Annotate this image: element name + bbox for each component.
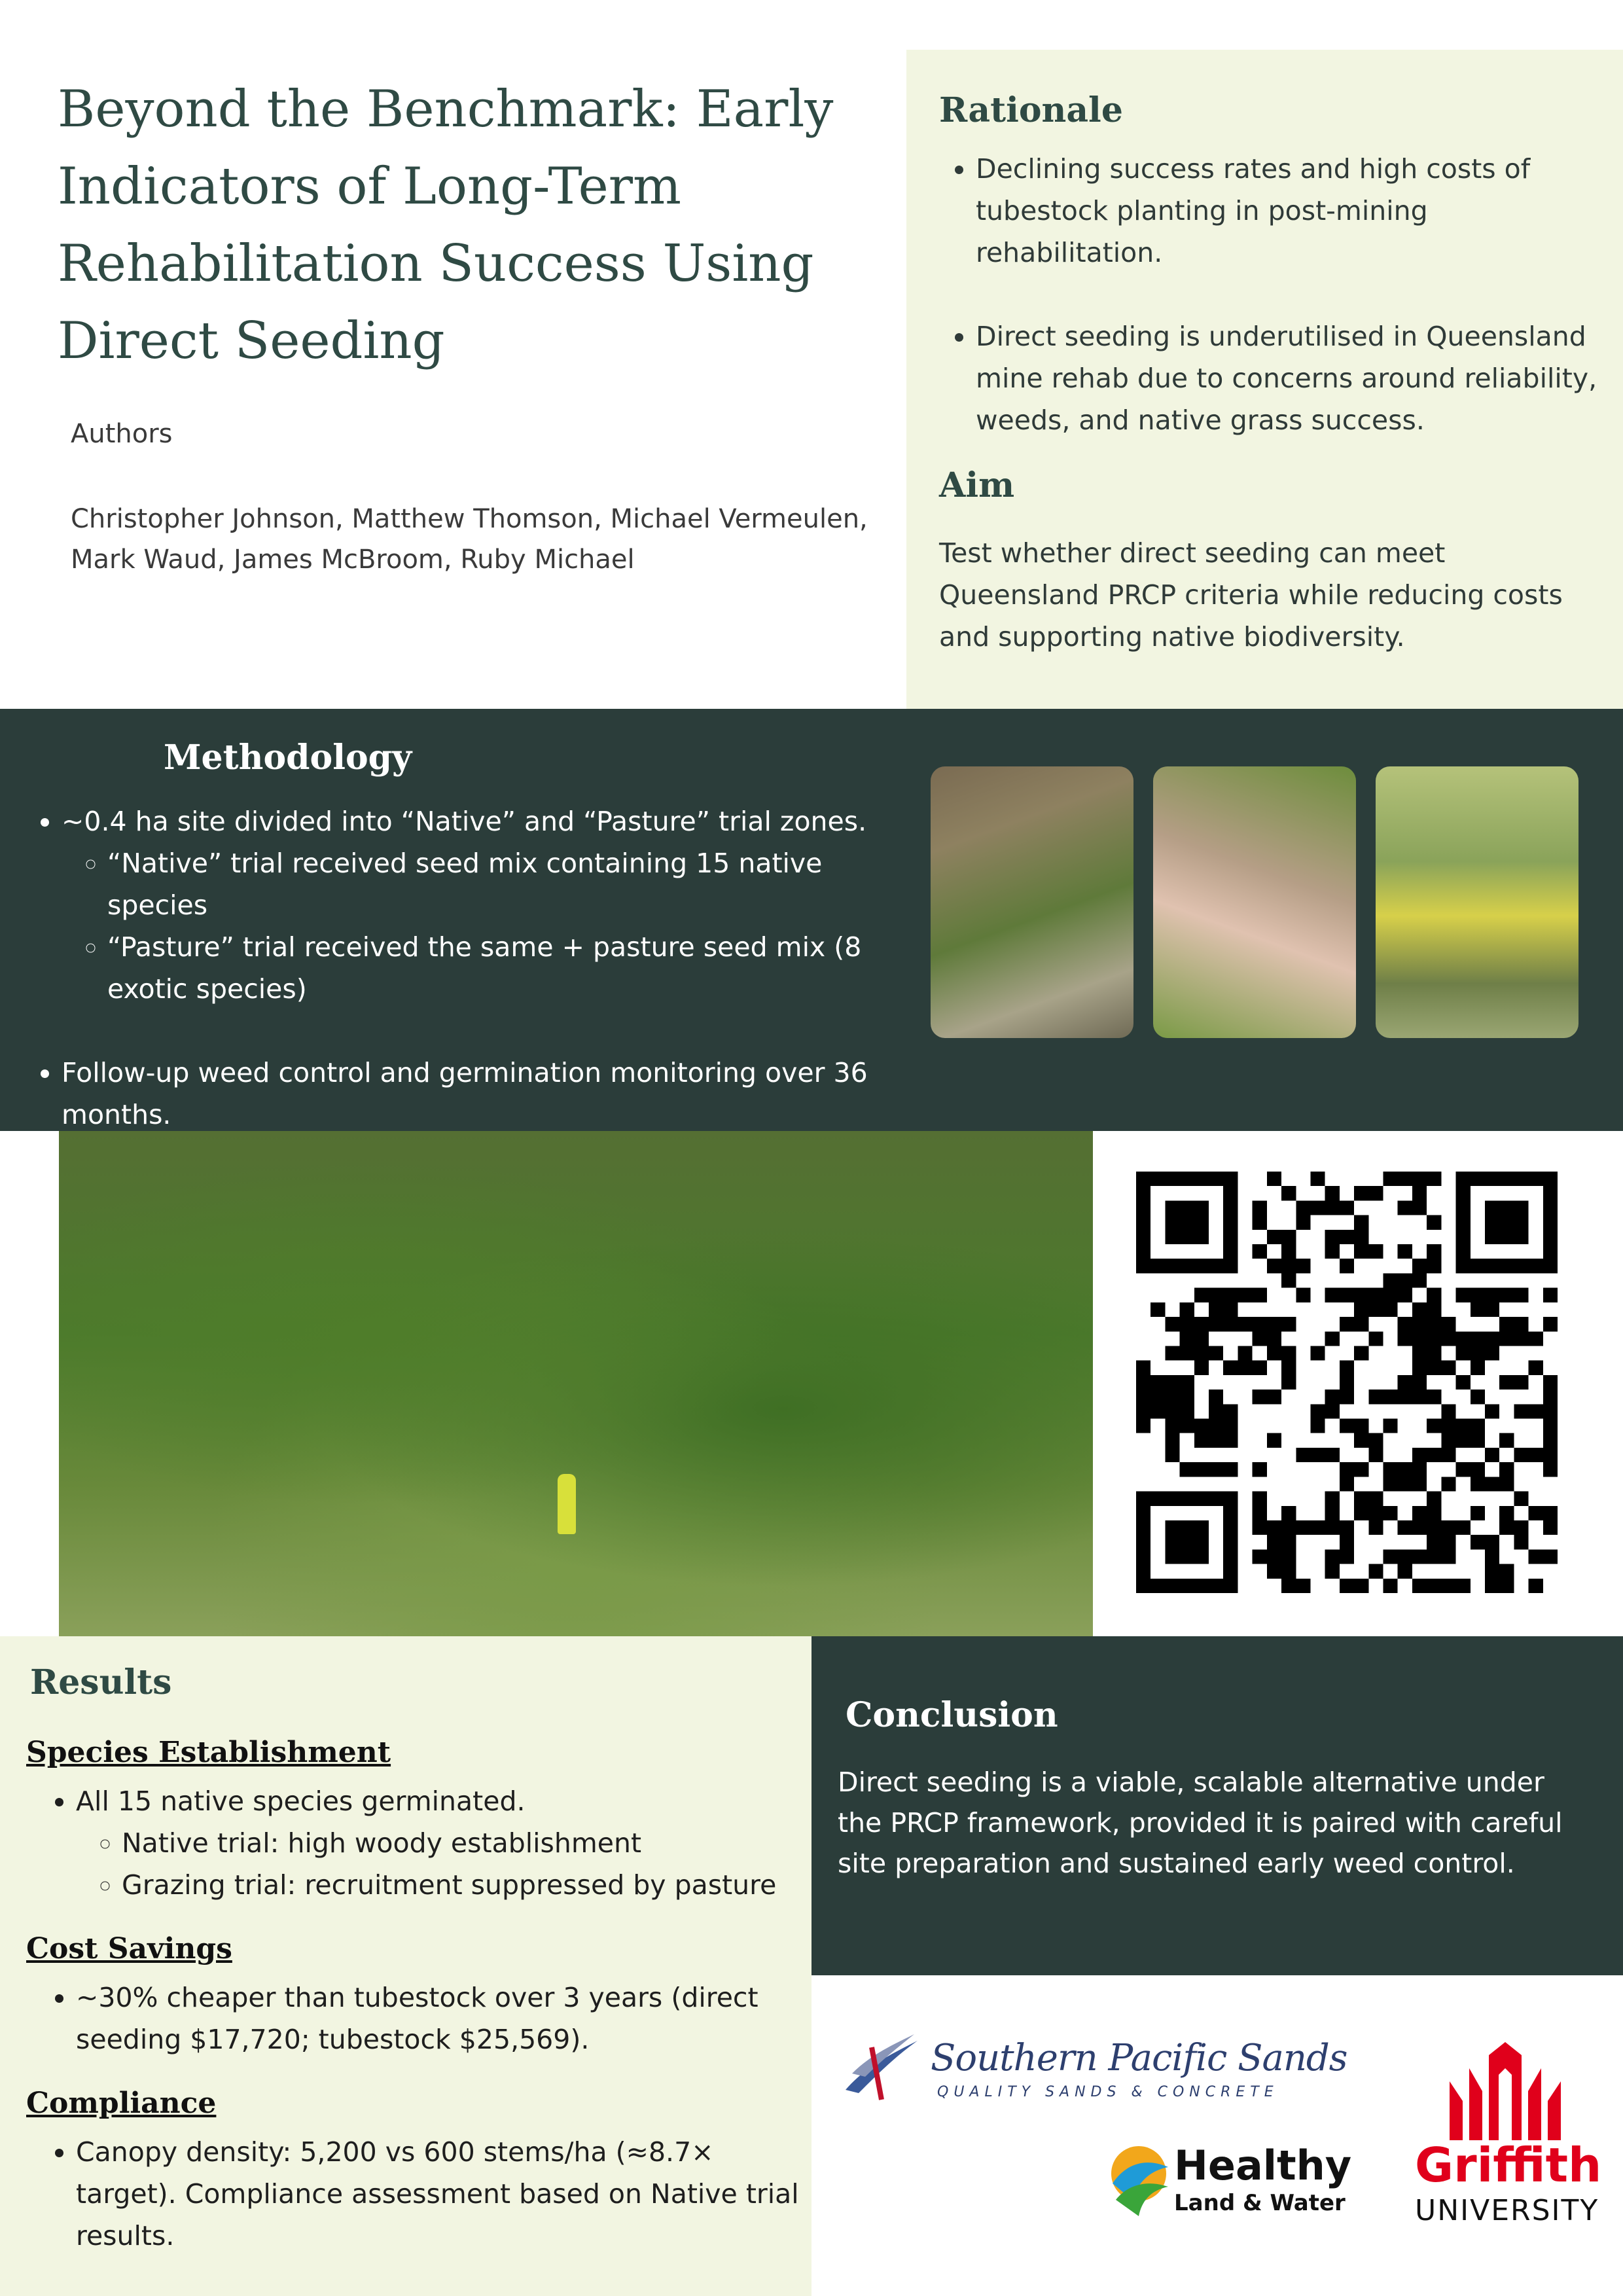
methodology-point-text: ~0.4 ha site divided into “Native” and “Pasture” trial zones. [62, 806, 867, 837]
healthy-land-water-logo [1106, 2138, 1352, 2223]
methodology-point: • Follow-up weed control and germination monitoring over 36 months. [62, 1052, 923, 1136]
field-worker-photo [1376, 766, 1578, 1038]
compliance-list [30, 2131, 802, 2257]
conclusion-panel [812, 1636, 1623, 1975]
sps-tagline: QUALITY SANDS & CONCRETE [937, 2084, 1279, 2100]
cost-savings-heading: Cost Savings [26, 1932, 232, 1965]
rationale-point: • Declining success rates and high costs of tubestock planting in post-mining rehabilitation. [976, 148, 1597, 274]
conclusion-heading: Conclusion [846, 1695, 1058, 1735]
result-point: • ~30% cheaper than tubestock over 3 years (direct seeding $17,720; tubestock $25,569). [76, 1977, 802, 2060]
species-establishment-heading: Species Establishment [26, 1736, 391, 1769]
conclusion-text: Direct seeding is a viable, scalable alternative under the PRCP framework, provided it is paired with careful site preparation and sustained early weed control. [838, 1767, 1563, 1879]
result-point [76, 1780, 802, 1906]
rationale-heading: Rationale [939, 90, 1123, 130]
griffith-university-word: UNIVERSITY [1415, 2194, 1599, 2227]
rationale-point: • Direct seeding is underutilised in Queensland mine rehab due to concerns around reliability, weeds, and native grass success. [976, 315, 1597, 441]
result-sublist [76, 1822, 802, 1906]
result-point-text: All 15 native species germinated. [76, 1785, 526, 1817]
methodology-point [62, 800, 923, 1010]
results-panel [0, 1636, 812, 2296]
rationale-list [936, 148, 1597, 483]
aim-text: Test whether direct seeding can meet Queensland PRCP criteria while reducing costs and supporting native biodiversity. [939, 537, 1563, 653]
hlw-wave-icon [1106, 2138, 1178, 2223]
methodology-sublist [62, 842, 923, 1010]
seedling-photo-1 [931, 766, 1133, 1038]
sps-name: Southern Pacific Sands [931, 2037, 1347, 2079]
methodology-subpoint: ◦ “Native” trial received seed mix containing 15 native species [107, 842, 923, 926]
result-subpoint: ◦ Grazing trial: recruitment suppressed by pasture [122, 1864, 802, 1906]
griffith-flame-icon [1443, 2042, 1567, 2140]
result-point: • Canopy density: 5,200 vs 600 stems/ha (≈8.7× target). Compliance assessment based on Native trial results. [76, 2131, 802, 2257]
authors-label: Authors [71, 419, 173, 449]
results-heading: Results [30, 1662, 172, 1702]
hlw-name-line2: Land & Water [1174, 2190, 1346, 2216]
hlw-name-line1: Healthy [1174, 2142, 1352, 2189]
sps-swoosh-icon [832, 2028, 924, 2106]
cost-savings-list [30, 1977, 802, 2060]
authors-list: Christopher Johnson, Matthew Thomson, Michael Vermeulen, Mark Waud, James McBroom, Ruby Michael [71, 504, 868, 575]
seedling-photo-2 [1153, 766, 1356, 1038]
southern-pacific-sands-logo [832, 2028, 1347, 2106]
person-figure [558, 1474, 576, 1534]
site-landscape-photo [59, 1131, 1093, 1636]
rationale-panel [906, 50, 1623, 709]
methodology-band [0, 709, 1623, 1131]
methodology-heading: Methodology [164, 738, 412, 778]
result-subpoint: ◦ Native trial: high woody establishment [122, 1822, 802, 1864]
griffith-name: Griffith [1415, 2138, 1602, 2193]
methodology-subpoint: ◦ “Pasture” trial received the same + pasture seed mix (8 exotic species) [107, 926, 923, 1010]
qr-code[interactable] [1136, 1172, 1558, 1593]
species-establishment-list [30, 1780, 802, 1906]
poster-title: Beyond the Benchmark: Early Indicators of Long-Term Rehabilitation Success Using Direct Seeding [58, 80, 834, 370]
compliance-heading: Compliance [26, 2087, 217, 2120]
griffith-university-logo [1407, 2042, 1603, 2238]
methodology-list [26, 800, 923, 1177]
aim-heading: Aim [939, 465, 1015, 505]
